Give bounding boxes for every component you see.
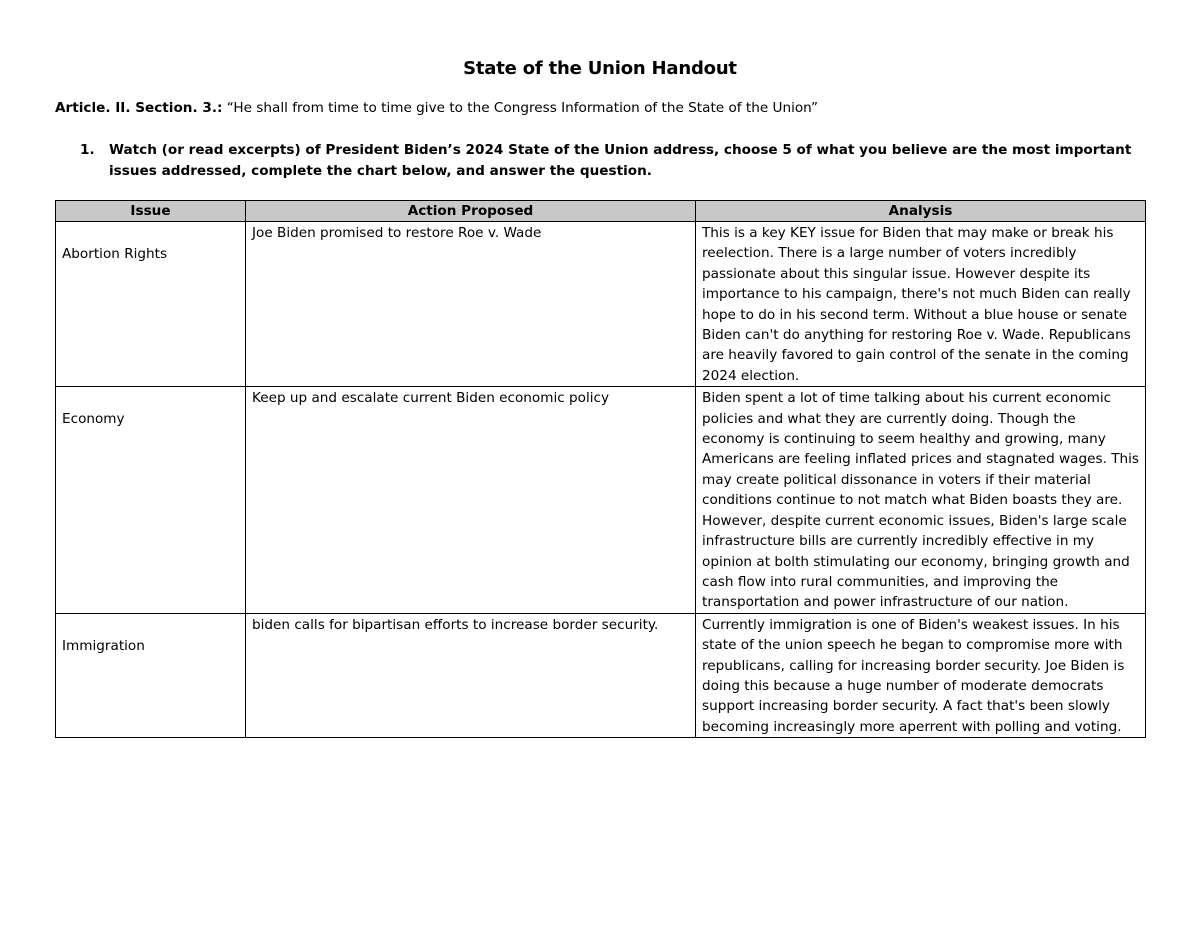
page-title: State of the Union Handout — [463, 58, 737, 79]
instruction-text: Watch (or read excerpts) of President Biden’s 2024 State of the Union address, choose 5 of what you believe are the most important issues addressed, complete the chart below, and answer the question. — [109, 142, 1132, 179]
header-analysis: Analysis — [696, 201, 1146, 222]
analysis-text: Currently immigration is one of Biden's weakest issues. In his state of the union speech he began to compromise more with republicans, calling for increasing border security. Joe Biden is doing this because a huge number of moderate democrats support increasing border security. A fact that's been slowly becoming increasingly more aperrent with polling and voting. — [702, 616, 1125, 735]
issues-table — [55, 200, 1146, 738]
table-row — [56, 613, 1146, 737]
issue-label: Immigration — [62, 637, 145, 654]
table-header-row — [56, 201, 1146, 222]
analysis-text: This is a key KEY issue for Biden that may make or break his reelection. There is a large number of voters incredibly passionate about this singular issue. However despite its importance to his campaign, there's not much Biden can really hope to do in his second term. Without a blue house or senate Biden can't do anything for restoring Roe v. Wade. Republicans are heavily favored to gain control of the senate in the coming 2024 election. — [702, 225, 1131, 384]
analysis-cell — [696, 387, 1146, 613]
analysis-text: Biden spent a lot of time talking about his current economic policies and what they are currently doing. Though the economy is continuing to seem healthy and growing, many Americans are feeling inflated prices and stagnated wages. This may create political dissonance in voters if their material conditions continue to not match what Biden boasts they are. However, despite current economic issues, Biden's large scale infrastructure bills are currently incredibly effective in my opinion at bolth stimulating our economy, bringing growth and cash flow into rural communities, and improving the transportation and power infrastructure of our nation. — [702, 390, 1139, 611]
header-issue: Issue — [56, 201, 246, 222]
table-row — [56, 387, 1146, 613]
action-cell — [246, 222, 696, 387]
issue-label: Economy — [62, 411, 125, 428]
analysis-cell — [696, 613, 1146, 737]
action-text: Keep up and escalate current Biden economic policy — [252, 390, 610, 407]
table-row — [56, 222, 1146, 387]
instruction-number: 1. — [80, 142, 95, 158]
issue-label: Abortion Rights — [62, 246, 168, 262]
issue-cell — [56, 387, 246, 613]
instruction-item — [80, 140, 1160, 182]
issue-cell — [56, 613, 246, 737]
header-action-proposed: Action Proposed — [246, 201, 696, 222]
action-cell — [246, 613, 696, 737]
article-label: Article. II. Section. 3.: — [55, 100, 223, 116]
issue-cell — [56, 222, 246, 387]
action-text: Joe Biden promised to restore Roe v. Wade — [252, 225, 542, 241]
action-cell — [246, 387, 696, 613]
action-text: biden calls for bipartisan efforts to increase border security. — [252, 616, 659, 633]
article-reference — [55, 100, 818, 116]
article-quote: “He shall from time to time give to the Congress Information of the State of the Union” — [222, 100, 819, 116]
analysis-cell — [696, 222, 1146, 387]
